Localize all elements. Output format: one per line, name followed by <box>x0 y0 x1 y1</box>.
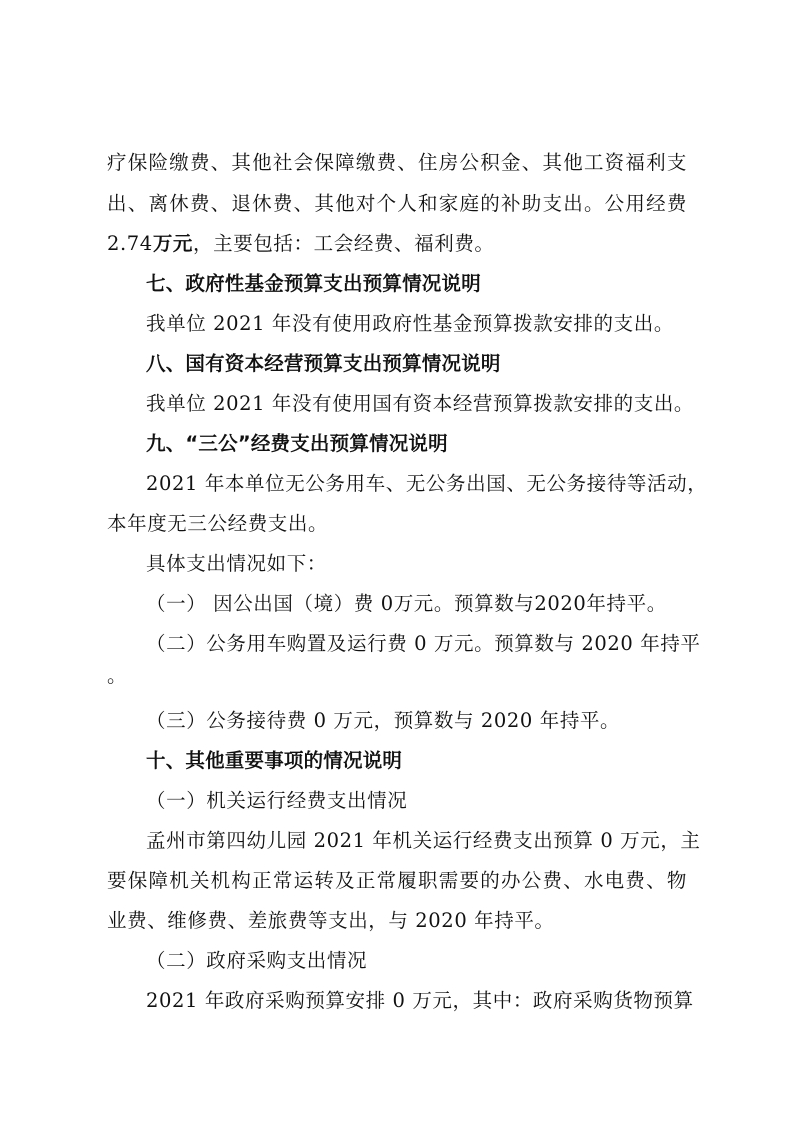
section-7-text: 我单位 2021 年没有使用政府性基金预算拨款安排的支出。 <box>146 312 674 335</box>
section-9-text-line-2: 本年度无三公经费支出。 <box>107 512 329 535</box>
section-9-item-2-continuation: 。 <box>107 664 128 687</box>
section-9-item-2: （二）公务用车购置及运行费 0 万元。预算数与 2020 年持平 <box>146 632 701 655</box>
subsection-1-text-line-3: 业费、维修费、差旅费等支出，与 2020 年持平。 <box>107 909 555 932</box>
public-funds-amount: 2.74 <box>107 232 153 255</box>
paragraph-line-2: 出、离休费、退休费、其他对个人和家庭的补助支出。公用经费 <box>107 192 687 215</box>
subsection-1-text-line-1: 孟州市第四幼儿园 2021 年机关运行经费支出预算 0 万元，主 <box>146 829 701 852</box>
subsection-heading-1: （一）机关运行经费支出情况 <box>146 789 408 812</box>
section-9-details-intro: 具体支出情况如下： <box>146 552 327 575</box>
section-9-text-line-1: 2021 年本单位无公务用车、无公务出国、无公务接待等活动， <box>146 472 708 495</box>
section-heading-8: 八、国有资本经营预算支出预算情况说明 <box>146 352 501 375</box>
section-heading-9: 九、“三公”经费支出预算情况说明 <box>146 432 448 455</box>
paragraph-line-3 <box>107 228 687 260</box>
public-funds-items: ，主要包括：工会经费、福利费。 <box>193 232 495 255</box>
section-9-item-1: （一） 因公出国（境）费 0万元。预算数与2020年持平。 <box>146 592 667 615</box>
subsection-2-text-line-1: 2021 年政府采购预算安排 0 万元，其中：政府采购货物预算 <box>146 989 694 1012</box>
subsection-heading-2: （二）政府采购支出情况 <box>146 949 368 972</box>
paragraph-line-1: 疗保险缴费、其他社会保障缴费、住房公积金、其他工资福利支 <box>107 151 687 174</box>
unit-wan-yuan: 万元 <box>152 232 194 255</box>
section-9-item-3: （三）公务接待费 0 万元，预算数与 2020 年持平。 <box>146 709 621 732</box>
section-8-text: 我单位 2021 年没有使用国有资本经营预算拨款安排的支出。 <box>146 392 695 415</box>
section-heading-7: 七、政府性基金预算支出预算情况说明 <box>146 272 481 295</box>
section-heading-10: 十、其他重要事项的情况说明 <box>146 749 403 772</box>
subsection-1-text-line-2: 要保障机关机构正常运转及正常履职需要的办公费、水电费、物 <box>107 869 687 892</box>
